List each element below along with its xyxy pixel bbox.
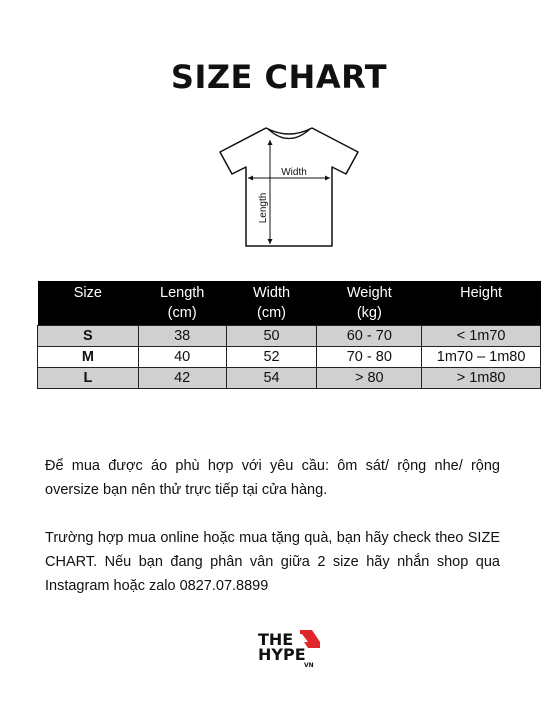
the-hype-logo xyxy=(256,628,322,668)
instruction-paragraph-2: Trường hợp mua online hoặc mua tặng quà, bạn hãy check theo SIZE CHART. Nếu bạn đang phân vân giữa 2 size hãy nhắn shop qua Instagram hoặc zalo 0827.07.8899 xyxy=(45,530,500,594)
page-title: SIZE CHART xyxy=(170,58,388,96)
header-length: Length (cm) xyxy=(138,281,226,326)
cell-width: 54 xyxy=(226,368,317,389)
instruction-paragraph-1: Để mua được áo phù hợp với yêu cầu: ôm sát/ rộng nhe/ rộng oversize bạn nên thử trực tiếp tại cửa hàng. xyxy=(45,458,500,498)
logo-text-vn: VN xyxy=(304,662,314,668)
cell-length: 40 xyxy=(138,347,226,368)
cell-width: 52 xyxy=(226,347,317,368)
length-label: Length xyxy=(258,192,269,224)
header-weight: Weight (kg) xyxy=(317,281,422,326)
header-height: Height xyxy=(422,281,541,326)
tshirt-diagram xyxy=(218,120,360,252)
cell-size: S xyxy=(38,326,139,347)
header-size: Size xyxy=(38,281,139,326)
cell-height: > 1m80 xyxy=(422,368,541,389)
cell-size: L xyxy=(38,368,139,389)
logo-text-hype: HYPE xyxy=(258,645,306,664)
table-row xyxy=(38,347,541,368)
cell-weight: 70 - 80 xyxy=(317,347,422,368)
header-width: Width (cm) xyxy=(226,281,317,326)
cell-length: 38 xyxy=(138,326,226,347)
table-row xyxy=(38,368,541,389)
cell-width: 50 xyxy=(226,326,317,347)
width-label: Width xyxy=(281,167,307,178)
cell-height: 1m70 – 1m80 xyxy=(422,347,541,368)
tshirt-outline xyxy=(220,128,358,246)
table-header-row xyxy=(38,281,541,326)
cell-length: 42 xyxy=(138,368,226,389)
cell-height: < 1m70 xyxy=(422,326,541,347)
cell-size: M xyxy=(38,347,139,368)
cell-weight: > 80 xyxy=(317,368,422,389)
size-table xyxy=(37,281,541,389)
cell-weight: 60 - 70 xyxy=(317,326,422,347)
table-row xyxy=(38,326,541,347)
logo-text-the: THE xyxy=(258,630,294,649)
